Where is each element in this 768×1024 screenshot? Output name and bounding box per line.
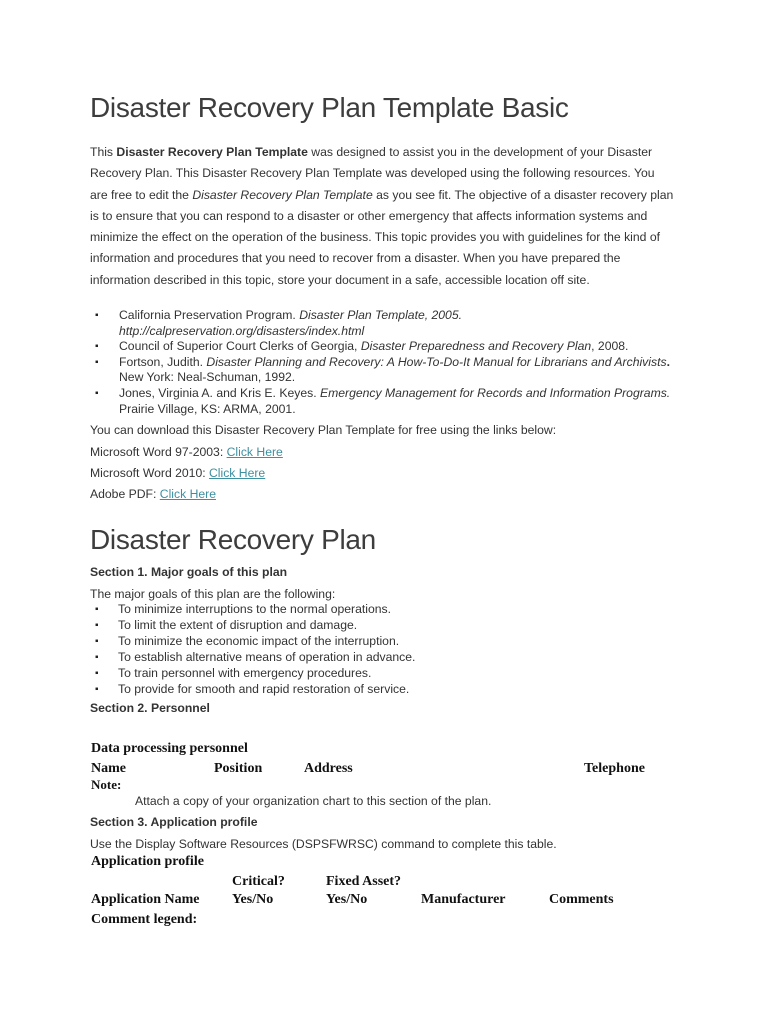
note-label: Note:	[91, 777, 122, 792]
goal-item: ▪ To minimize interruptions to the normal operations.	[90, 602, 415, 618]
download-word-2010: Microsoft Word 2010: Click Here	[90, 466, 266, 480]
section-heading: Disaster Recovery Plan	[90, 524, 376, 555]
word-2003-link[interactable]: Click Here	[226, 445, 283, 459]
intro-italic-text: Disaster Recovery Plan Template	[192, 187, 373, 202]
pdf-link[interactable]: Click Here	[159, 487, 216, 501]
column-header-name: Name	[91, 761, 126, 776]
column-header-application-name: Application Name	[91, 892, 200, 907]
goal-item: ▪ To train personnel with emergency procedures.	[90, 666, 415, 682]
application-table-title: Application profile	[91, 854, 204, 869]
personnel-table-title: Data processing personnel	[91, 741, 248, 756]
column-header-critical: Yes/No	[232, 892, 274, 907]
goal-item: ▪ To limit the extent of disruption and damage.	[90, 618, 415, 634]
section-3-title: Section 3. Application profile	[90, 815, 258, 829]
word-2010-link[interactable]: Click Here	[209, 466, 266, 480]
page-title: Disaster Recovery Plan Template Basic	[90, 92, 569, 123]
section-1-intro: The major goals of this plan are the following:	[90, 587, 336, 601]
download-intro: You can download this Disaster Recovery Plan Template for free using the links below:	[90, 423, 557, 437]
column-header-fixed-asset-top: Fixed Asset?	[326, 874, 402, 889]
intro-text: This	[90, 145, 117, 159]
column-header-position: Position	[214, 761, 263, 776]
column-header-fixed-asset: Yes/No	[326, 892, 368, 907]
reference-list	[90, 308, 680, 417]
goal-item: ▪ To establish alternative means of operation in advance.	[90, 650, 415, 666]
download-pdf: Adobe PDF: Click Here	[90, 487, 216, 501]
reference-item: ▪ Council of Superior Court Clerks of Georgia, Disaster Preparedness and Recovery Plan, 2008.	[90, 339, 680, 355]
note-text: Attach a copy of your organization chart to this section of the plan.	[135, 794, 492, 808]
column-header-telephone: Telephone	[584, 761, 645, 776]
goal-item: ▪ To minimize the economic impact of the interruption.	[90, 634, 415, 650]
goal-item: ▪ To provide for smooth and rapid restoration of service.	[90, 682, 415, 698]
intro-paragraph	[90, 142, 675, 291]
download-word-2003: Microsoft Word 97-2003: Click Here	[90, 445, 283, 459]
section-1-title: Section 1. Major goals of this plan	[90, 565, 288, 579]
column-header-critical-top: Critical?	[232, 874, 285, 889]
reference-item: ▪ Jones, Virginia A. and Kris E. Keyes. Emergency Management for Records and Information Programs. Prairie Village, KS: ARMA, 2001.	[90, 386, 680, 417]
intro-bold-text: Disaster Recovery Plan Template	[116, 145, 308, 159]
section-3-intro: Use the Display Software Resources (DSPSFWRSC) command to complete this table.	[90, 837, 557, 851]
reference-item: ▪ California Preservation Program. Disaster Plan Template, 2005. http://calpreservation.org/disasters/index.html	[90, 308, 680, 339]
comment-legend-label: Comment legend:	[91, 912, 198, 927]
intro-text: as you see fit. The objective of a disaster recovery plan is to ensure that you can respond to a disaster or other emergency that affects information systems and minimize the effect on the operation of the business. This topic provides you with guidelines for the kind of information and procedures that you need to recover from a disaster. When you have prepared the information described in this topic, store your document in a safe, accessible location off site.	[90, 187, 674, 287]
column-header-comments: Comments	[549, 892, 614, 907]
intro-text: was designed to assist you in the development of your Disaster Recovery Plan. This Disaster Recovery Plan Template was developed using the following resources. You are free to edit the	[90, 145, 655, 202]
column-header-address: Address	[304, 761, 353, 776]
goals-list	[90, 602, 415, 697]
column-header-manufacturer: Manufacturer	[421, 892, 506, 907]
section-2-title: Section 2. Personnel	[90, 701, 210, 715]
reference-item: ▪ Fortson, Judith. Disaster Planning and Recovery: A How-To-Do-It Manual for Librarians and Archivists. New York: Neal-Schuman, 1992.	[90, 355, 680, 386]
